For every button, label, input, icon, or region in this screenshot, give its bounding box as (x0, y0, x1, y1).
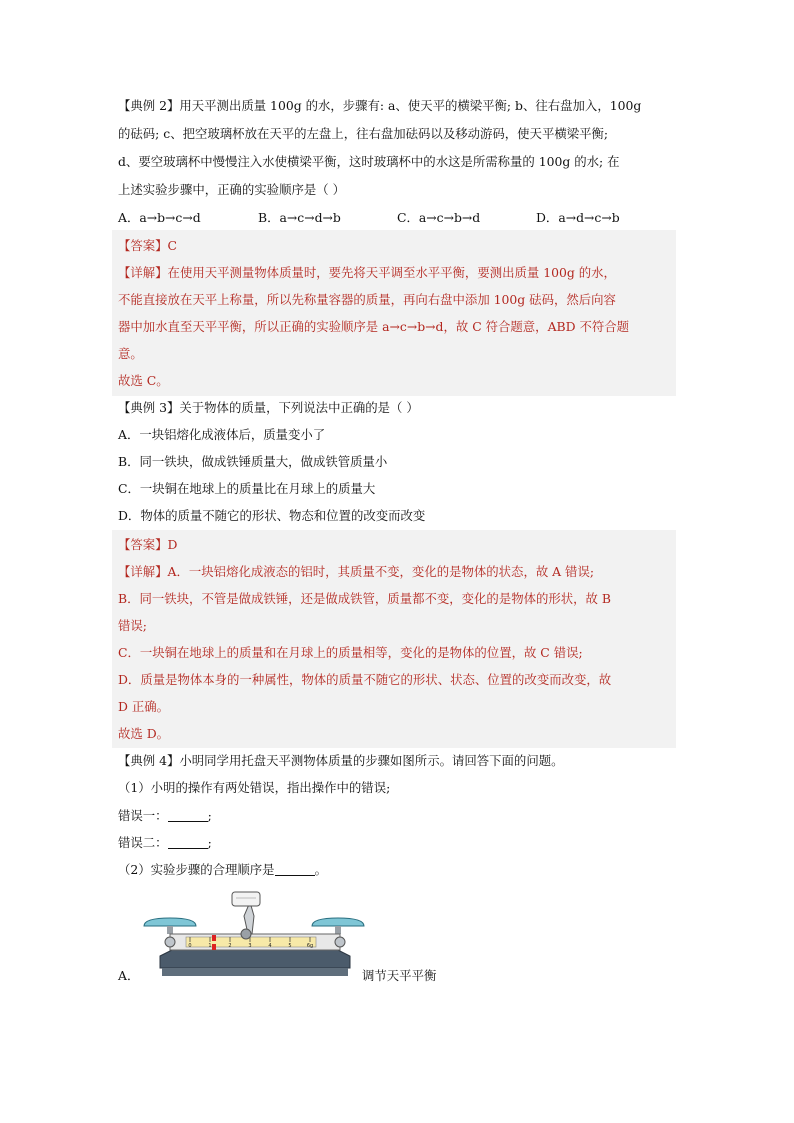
left-pan (144, 918, 196, 926)
ex2-detail-4: 意。 (118, 346, 143, 361)
ex3-detail-2: B．同一铁块，不管是做成铁锤，还是做成铁管，质量都不变，变化的是物体的形状，故 B (118, 591, 611, 606)
ex4-error-2 (118, 833, 212, 851)
ex4-question: 【典例 4】小明同学用托盘天平测物体质量的步骤如图所示。请回答下面的问题。 (118, 753, 564, 768)
ex2-option-a: A．a→b→c→d (118, 210, 201, 225)
ex3-detail-7: 故选 D。 (118, 726, 170, 741)
ex3-option-a: A．一块铝熔化成液体后，质量变小了 (118, 427, 326, 442)
scale-tick-label: 4 (268, 943, 272, 949)
rider-marker (212, 935, 216, 941)
right-pan (312, 918, 364, 926)
ex2-detail-5: 故选 C。 (118, 373, 169, 388)
ex2-detail-1: 【详解】在使用天平测量物体质量时，要先将天平调至水平平衡，要测出质量 100g 的水， (118, 265, 616, 280)
ex4-sub-2-end: 。 (314, 862, 327, 877)
balance-figure (140, 886, 370, 986)
ex4-error-1-label: 错误一： (118, 808, 168, 823)
ex4-sub-1: （1）小明的操作有两处错误，指出操作中的错误; (118, 780, 391, 795)
ex3-detail-5: D．质量是物体本身的一种属性，物体的质量不随它的形状、状态、位置的改变而改变，故 (118, 672, 612, 687)
ex3-question: 【典例 3】关于物体的质量，下列说法中正确的是（ ） (118, 400, 419, 415)
scale-tick-label: 2 (228, 943, 232, 949)
pointer-dial (232, 892, 260, 906)
ex4-error-1-blank[interactable] (168, 809, 208, 822)
ex2-line-3: d、要空玻璃杯中慢慢注入水使横梁平衡，这时玻璃杯中的水这是所需称量的 100g 的水; 在 (118, 154, 620, 169)
ex4-sub-2 (118, 860, 327, 878)
ex2-line-2: 的砝码; c、把空玻璃杯放在天平的左盘上，往右盘加砝码以及移动游码，使天平横梁平衡; (118, 126, 609, 141)
ex2-option-c: C．a→c→b→d (397, 210, 481, 225)
ex2-option-d: D．a→d→c→b (536, 210, 620, 225)
ex3-detail-3: 错误; (118, 618, 147, 633)
ex2-detail-2: 不能直接放在天平上称量，所以先称量容器的质量，再向右盘中添加 100g 砝码，然后向容 (118, 292, 616, 307)
ex4-error-2-blank[interactable] (168, 836, 208, 849)
right-nut[interactable] (335, 937, 345, 947)
ex3-option-d: D．物体的质量不随它的形状、物态和位置的改变而改变 (118, 508, 426, 523)
ex4-fig-label: A． (118, 968, 140, 983)
left-nut[interactable] (165, 937, 175, 947)
ex2-line-4: 上述实验步骤中，正确的实验顺序是（ ） (118, 182, 345, 197)
ex3-detail-6: D 正确。 (118, 699, 170, 714)
scale-tick-label: 0 (188, 943, 192, 949)
ex4-error-2-end: ; (207, 835, 212, 850)
ex2-line-1: 【典例 2】用天平测出质量 100g 的水，步骤有: a、使天平的横梁平衡; b、往右盘加入，100g (118, 98, 642, 113)
ex3-detail-1: 【详解】A．一块铝熔化成液态的铝时，其质量不变，变化的是物体的状态，故 A 错误; (118, 564, 595, 579)
ex4-error-2-label: 错误二： (118, 835, 168, 850)
ex4-error-1 (118, 806, 212, 824)
scale-tick-label: 6g (306, 943, 314, 949)
scale-tick-label: 1 (208, 943, 212, 949)
ex2-detail-3: 器中加水直至天平平衡，所以正确的实验顺序是 a→c→b→d，故 C 符合题意，ABD 不符合题 (118, 319, 630, 334)
ex2-answer: 【答案】C (118, 238, 178, 253)
scale-tick-label: 3 (248, 943, 252, 949)
ex3-answer: 【答案】D (118, 537, 178, 552)
ex4-sub-2-label: （2）实验步骤的合理顺序是 (118, 862, 275, 877)
ex3-option-c: C．一块铜在地球上的质量比在月球上的质量大 (118, 481, 376, 496)
ex2-option-b: B．a→c→d→b (258, 210, 341, 225)
scale-tick-label: 5 (288, 943, 292, 949)
ex4-sub-2-blank[interactable] (275, 863, 315, 876)
ex3-detail-4: C．一块铜在地球上的质量和在月球上的质量相等，变化的是物体的位置，故 C 错误; (118, 645, 583, 660)
ex3-option-b: B．同一铁块，做成铁锤质量大，做成铁管质量小 (118, 454, 388, 469)
ex4-fig-caption: 调节天平平衡 (362, 968, 437, 983)
ex2-answer-box (112, 230, 676, 396)
ex4-error-1-end: ; (207, 808, 212, 823)
